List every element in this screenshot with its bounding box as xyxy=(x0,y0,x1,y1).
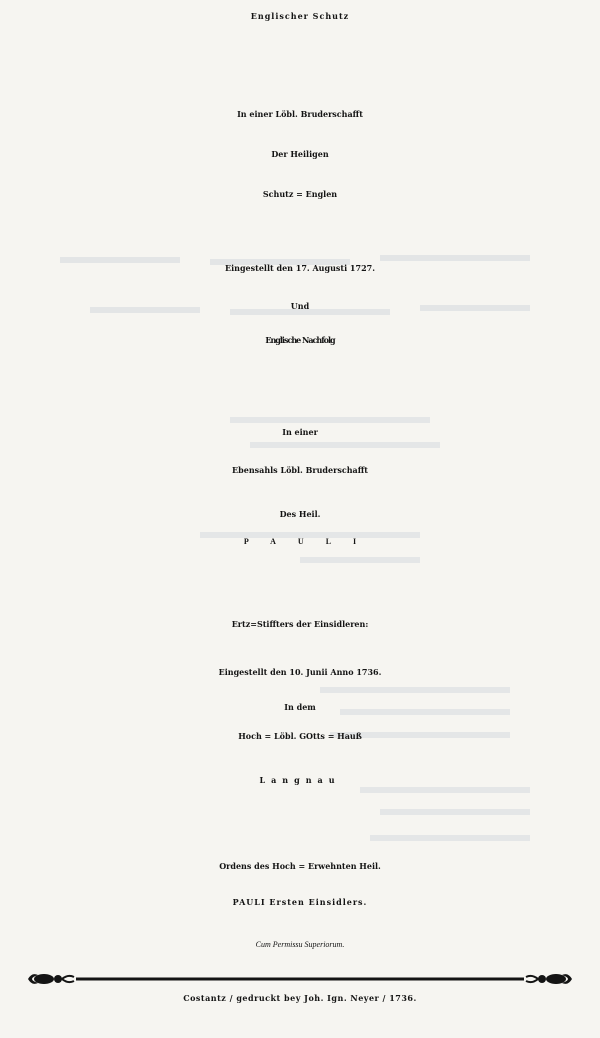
pauli-ersten-einsidlers: PAULI Ersten Einsidlers. xyxy=(232,897,368,907)
der-heiligen: Der Heiligen xyxy=(271,149,329,159)
title-pauli: PAULI xyxy=(243,537,379,546)
imprint-costantz: Costantz / gedruckt bey Joh. Ign. Neyer / 1736. xyxy=(183,993,417,1003)
eingestellt-1736: Eingestellt den 10. Junii Anno 1736. xyxy=(218,667,382,677)
ornamental-rule xyxy=(0,962,600,996)
right-ornament-icon xyxy=(526,974,572,984)
title-langnau: Langnau xyxy=(259,775,341,785)
in-einer: In einer xyxy=(282,427,318,437)
ebensahls-bruderschafft: Ebensahls Löbl. Bruderschafft xyxy=(232,465,368,475)
cum-permissu-superiorum: Cum Permissu Superiorum. xyxy=(255,940,345,949)
subtitle-bruderschafft: In einer Löbl. Bruderschafft xyxy=(237,109,363,119)
ordens-des-hoch: Ordens des Hoch = Erwehnten Heil. xyxy=(219,861,381,871)
title-englischer-schutz: Englischer Schutz xyxy=(250,11,350,21)
left-ornament-icon xyxy=(28,974,74,984)
title-schutz-englen: Schutz = Englen xyxy=(262,189,338,199)
gotts-hauss: Hoch = Löbl. GOtts = Hauß xyxy=(238,731,362,741)
des-heil: Des Heil. xyxy=(279,509,321,519)
title-englische-nachfolg: Englische Nachfolg xyxy=(265,335,335,345)
eingestellt-1727: Eingestellt den 17. Augusti 1727. xyxy=(225,263,375,273)
und: Und xyxy=(290,301,310,311)
ertz-stiffters: Ertz=Stiffters der Einsidleren: xyxy=(231,619,369,629)
in-dem: In dem xyxy=(284,702,316,712)
